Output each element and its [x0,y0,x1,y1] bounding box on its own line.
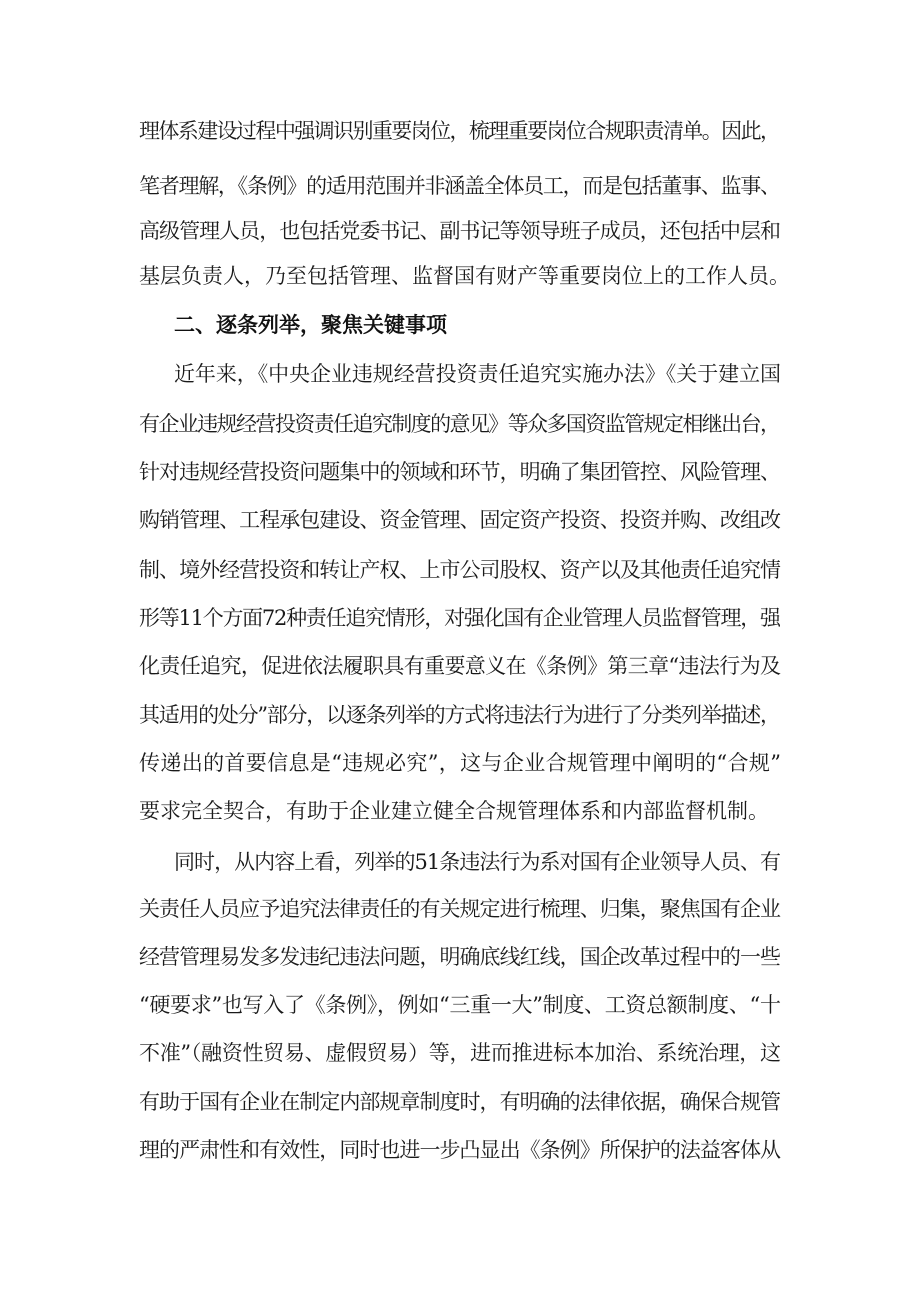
text-line [0,751,920,801]
text-line-content: 理体系建设过程中强调识别重要岗位，梳理重要岗位合规职责清单。因此， [139,119,780,143]
text-line [0,508,920,558]
text-line [0,412,920,462]
text-line [0,897,920,947]
text-line [0,460,920,510]
text-line [0,850,920,900]
text-line [0,799,920,849]
text-line-content: 化责任追究，促进依法履职具有重要意义在《条例》第三章“违法行为及 [139,654,781,678]
text-line [0,1041,920,1091]
text-line-content: 不准”（融资性贸易、虚假贸易）等，进而推进标本加治、系统治理，这 [139,1041,781,1065]
text-line [0,945,920,995]
text-line-content: 针对违规经营投资问题集中的领域和环节，明确了集团管控、风险管理、 [139,460,781,484]
section-heading [0,313,920,363]
text-line-content: 购销管理、工程承包建设、资金管理、固定资产投资、投资并购、改组改 [139,508,781,532]
text-line [0,558,920,608]
text-line-content: 理的严肃性和有效性，同时也进一步凸显出《条例》所保护的法益客体从 [139,1138,781,1162]
text-line-content: 其适用的处分”部分，以逐条列举的方式将违法行为进行了分类列举描述， [139,703,780,727]
text-line [0,1138,920,1188]
text-line [0,362,920,412]
text-line-content: 笔者理解，《条例》的适用范围并非涵盖全体员工，而是包括董事、监事、 [139,174,780,198]
text-line-content: 同时，从内容上看，列举的51条违法行为系对国有企业领导人员、有 [174,850,781,874]
text-line-content: 制、境外经营投资和转让产权、上市公司股权、资产以及其他责任追究情 [139,558,781,582]
text-line-content: 形等11个方面72种责任追究情形，对强化国有企业管理人员监督管理，强 [139,606,780,630]
text-line [0,703,920,753]
text-line [0,119,920,169]
text-line [0,606,920,656]
text-line-content: 近年来，《中央企业违规经营投资责任追究实施办法》《关于建立国 [174,362,781,386]
text-line-content: 基层负责人，乃至包括管理、监督国有财产等重要岗位上的工作人员。 [139,264,790,288]
text-line-content: 要求完全契合，有助于企业建立健全合规管理体系和内部监督机制。 [139,799,769,823]
text-line [0,1090,920,1140]
text-line [0,993,920,1043]
text-line-content: 经营管理易发多发违纪违法问题，明确底线红线，国企改革过程中的一些 [139,945,781,969]
text-line [0,174,920,224]
text-line [0,654,920,704]
text-line-content: “硬要求”也写入了《条例》，例如“三重一大”制度、工资总额制度、“十 [139,993,781,1017]
section-heading-text: 二、逐条列举，聚焦关键事项 [174,313,447,337]
text-line-content: 传递出的首要信息是“违规必究”，这与企业合规管理中阐明的“合规” [139,751,782,775]
text-line-content: 有企业违规经营投资责任追究制度的意见》等众多国资监管规定相继出台， [139,412,780,436]
text-line-content: 高级管理人员，也包括党委书记、副书记等领导班子成员，还包括中层和 [139,219,781,243]
text-line-content: 关责任人员应予追究法律责任的有关规定进行梳理、归集，聚焦国有企业 [139,897,781,921]
text-line [0,264,920,314]
text-line-content: 有助于国有企业在制定内部规章制度时，有明确的法律依据，确保合规管 [139,1090,781,1114]
text-line [0,219,920,269]
